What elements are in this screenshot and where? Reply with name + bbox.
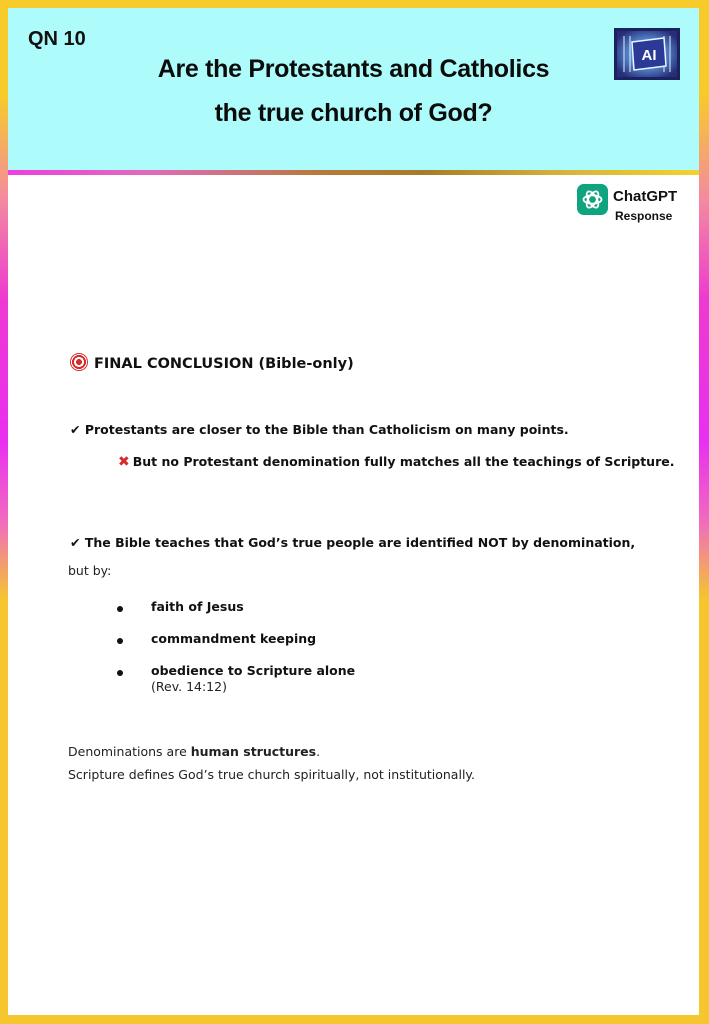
question-title-line-1: Are the Protestants and Catholics — [157, 55, 550, 83]
point-2-text: But no Protestant denomination fully matches all the teachings of Scripture. — [132, 454, 675, 469]
closing-1-bold: human structures — [190, 744, 317, 759]
question-header — [8, 8, 699, 175]
cross-mark-icon: ✖ — [118, 454, 130, 470]
final-conclusion-heading — [70, 353, 354, 372]
chatgpt-name: ChatGPT — [613, 188, 678, 205]
final-conclusion-text: FINAL CONCLUSION (Bible-only) — [94, 356, 354, 372]
point-3-continuation: but by: — [68, 563, 112, 578]
list-item-faith: faith of Jesus — [151, 599, 244, 614]
response-label: Response — [615, 209, 673, 223]
point-protestants-closer — [70, 422, 569, 437]
point-1-text: Protestants are closer to the Bible than Catholicism on many points. — [84, 422, 569, 437]
closing-line-1 — [68, 744, 320, 759]
closing-1-suffix: . — [316, 744, 321, 759]
list-item-obedience: obedience to Scripture alone — [151, 663, 356, 678]
target-dart-icon — [70, 353, 88, 371]
closing-1-prefix: Denominations are — [68, 744, 191, 759]
point-bible-teaches — [70, 535, 635, 550]
check-icon: ✔ — [70, 422, 81, 437]
point-no-denomination — [118, 454, 674, 470]
page-content — [8, 8, 699, 1015]
chatgpt-response-badge — [577, 184, 695, 228]
scripture-reference: (Rev. 14:12) — [151, 679, 227, 694]
list-item-commandments: commandment keeping — [151, 631, 317, 646]
bullet-dot — [117, 670, 123, 676]
header-divider — [8, 170, 699, 175]
chatgpt-logo-icon — [577, 184, 608, 215]
bullet-dot — [117, 606, 123, 612]
check-icon: ✔ — [70, 535, 81, 550]
ai-badge-text: AI — [641, 47, 657, 64]
question-title-line-2: the true church of God? — [214, 99, 493, 127]
question-number: QN 10 — [28, 28, 86, 50]
point-3-text: The Bible teaches that God’s true people are identified NOT by denomination, — [84, 535, 636, 550]
closing-line-2: Scripture defines God’s true church spiritually, not institutionally. — [68, 767, 476, 782]
bullet-dot — [117, 638, 123, 644]
ai-chip-icon — [614, 28, 680, 80]
